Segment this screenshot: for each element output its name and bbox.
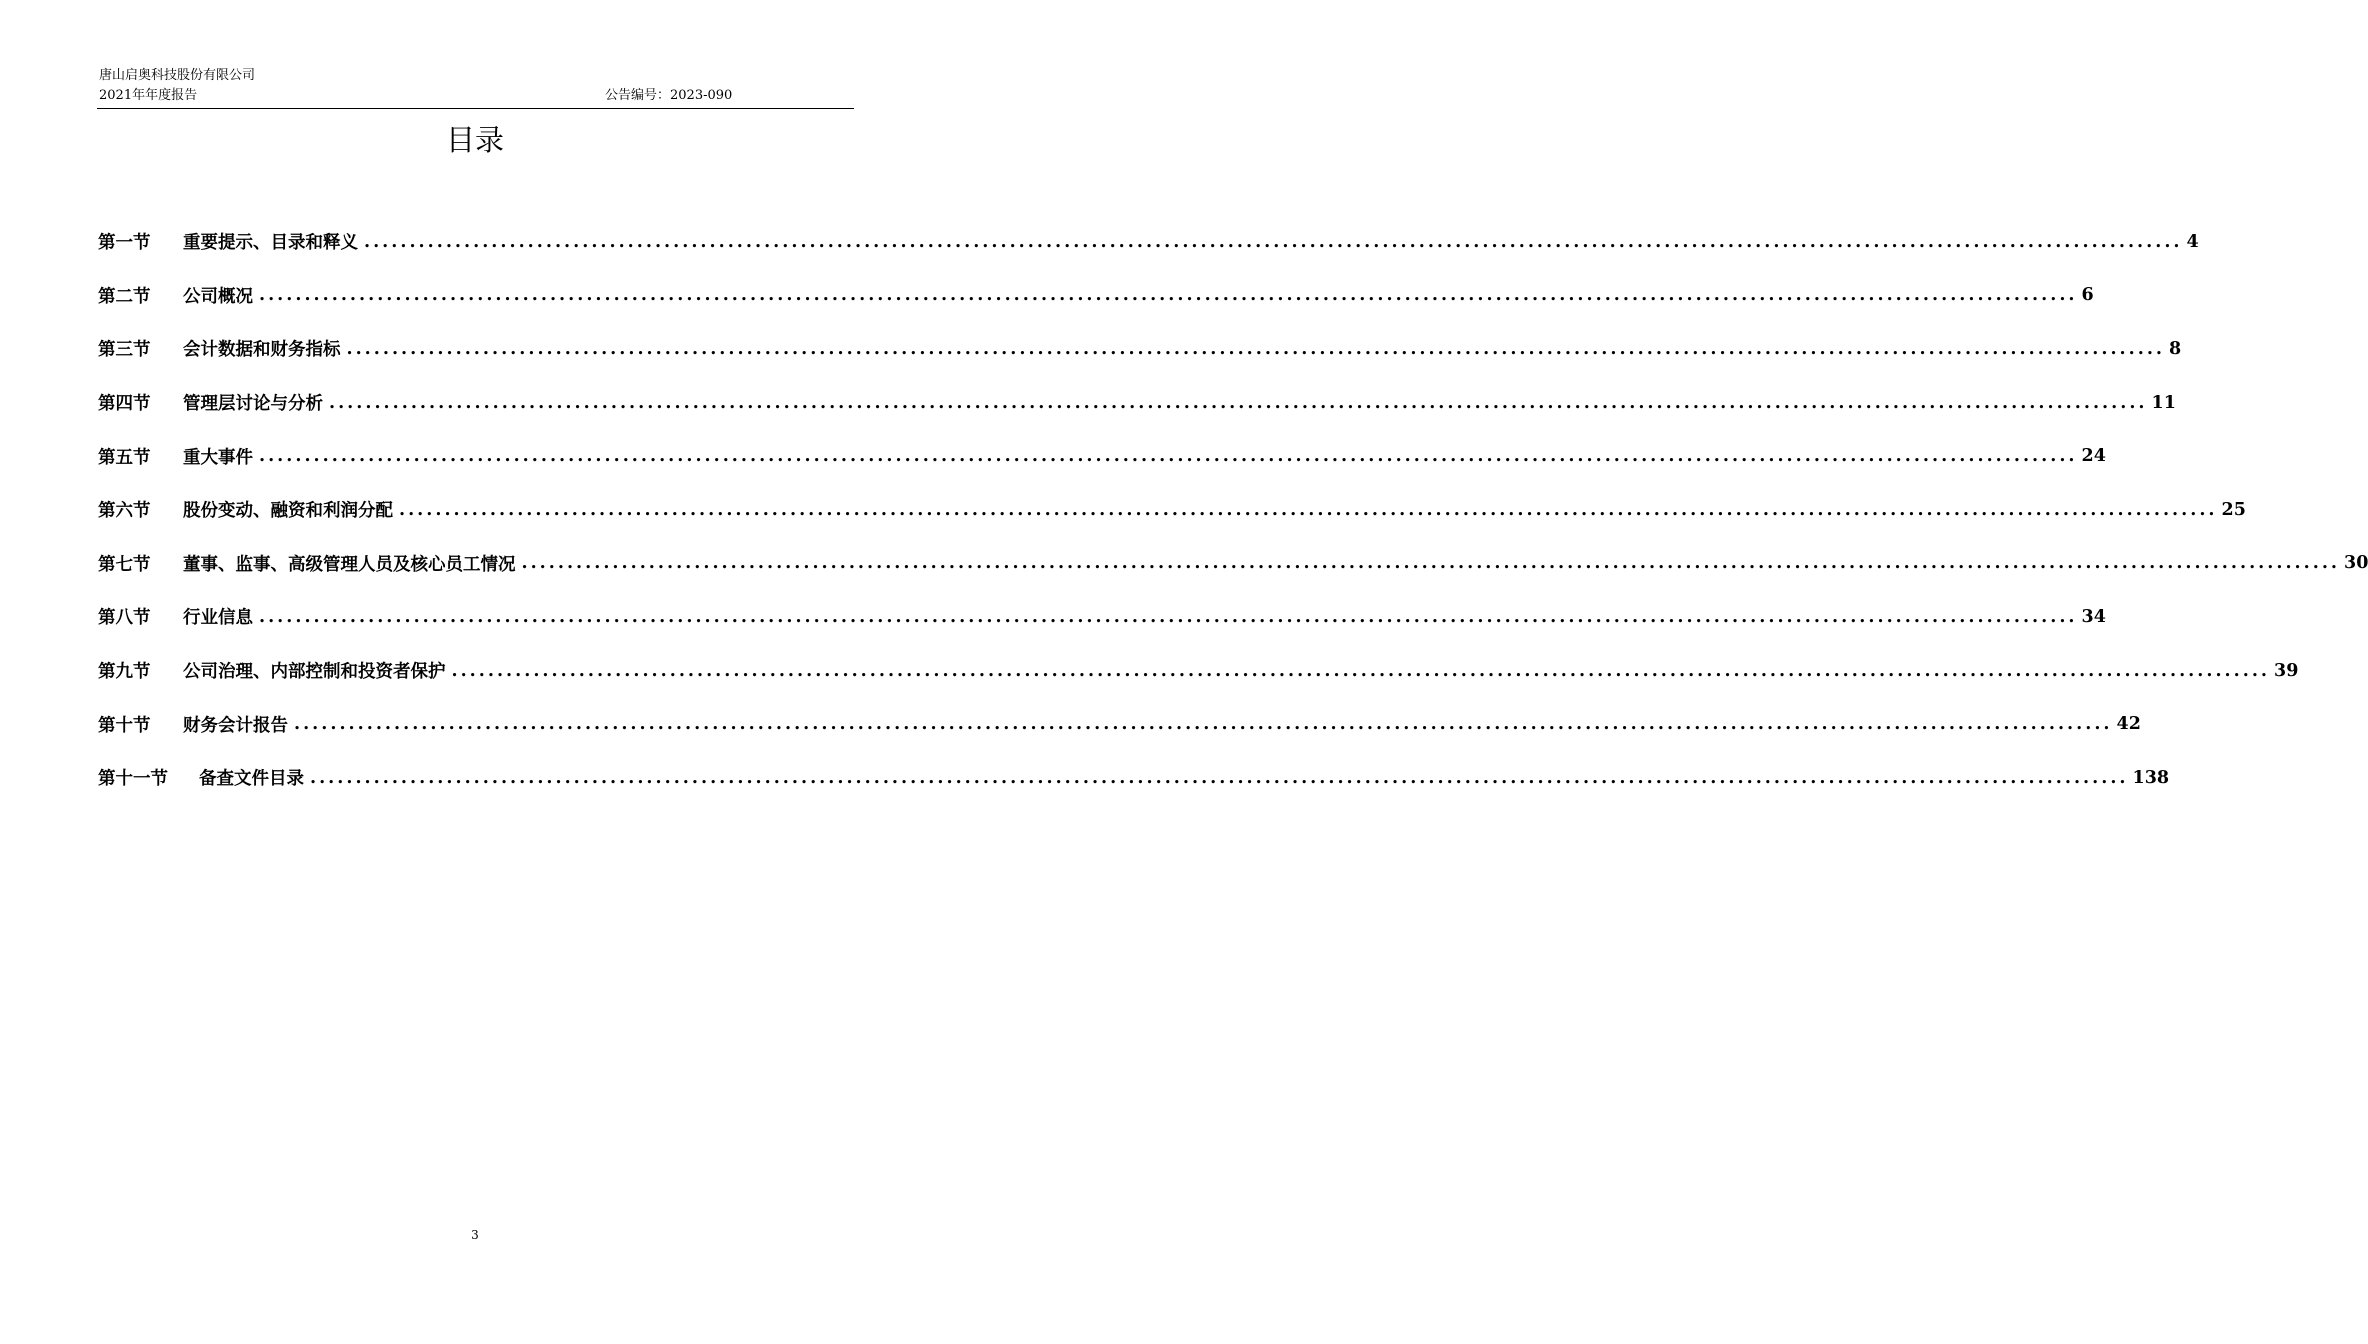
toc-leader: ........................................................................................................................................................................................................	[521, 553, 2341, 574]
toc-section: 第二节	[98, 286, 151, 307]
toc-entry[interactable]	[98, 644, 2299, 698]
notice-number: 公告编号：2023-090	[605, 88, 733, 103]
toc-title: 会计数据和财务指标	[183, 340, 341, 361]
toc-entry[interactable]	[98, 269, 2094, 323]
toc-title: 管理层讨论与分析	[183, 394, 323, 415]
toc-page: 6	[2081, 285, 2094, 306]
toc-section: 第九节	[98, 662, 151, 683]
page-number: 3	[471, 1228, 479, 1242]
toc-page: 24	[2081, 446, 2106, 467]
toc-page: 8	[2169, 338, 2182, 359]
toc-section: 第五节	[98, 447, 151, 468]
toc-section: 第三节	[98, 340, 151, 361]
toc-leader: ........................................................................................................................................................................................................	[451, 660, 2271, 681]
toc-section: 第十一节	[98, 769, 168, 790]
toc-page: 30	[2344, 553, 2368, 574]
toc-page: 4	[2186, 231, 2199, 252]
toc-section: 第六节	[98, 501, 151, 522]
toc-section: 第七节	[98, 554, 151, 575]
toc-leader: ........................................................................................................................................................................................................	[259, 285, 2078, 306]
toc-section: 第四节	[98, 394, 151, 415]
toc-title: 股份变动、融资和利润分配	[183, 501, 393, 522]
toc-entry[interactable]	[98, 590, 2106, 644]
toc-page: 11	[2151, 392, 2176, 413]
toc-leader: ........................................................................................................................................................................................................	[294, 714, 2113, 735]
toc-page: 138	[2132, 767, 2170, 788]
toc-entry[interactable]	[98, 376, 2176, 430]
toc-page: 25	[2221, 499, 2246, 520]
toc-section: 第八节	[98, 608, 151, 629]
toc-leader: ........................................................................................................................................................................................................	[259, 606, 2078, 627]
toc-entry[interactable]	[98, 697, 2141, 751]
toc-leader: ........................................................................................................................................................................................................	[329, 392, 2148, 413]
toc-title: 财务会计报告	[183, 715, 288, 736]
toc-entry[interactable]	[98, 215, 2199, 269]
toc-entry[interactable]	[98, 537, 2368, 591]
toc-leader: ........................................................................................................................................................................................................	[364, 231, 2183, 252]
toc-title: 公司治理、内部控制和投资者保护	[183, 662, 446, 683]
toc-entry[interactable]	[98, 483, 2246, 537]
toc-page: 34	[2081, 606, 2106, 627]
report-name: 2021年年度报告	[99, 88, 198, 103]
toc-title: 重大事件	[183, 447, 253, 468]
toc-leader: ........................................................................................................................................................................................................	[399, 499, 2218, 520]
toc-title: 董事、监事、高级管理人员及核心员工情况	[183, 554, 516, 575]
toc-section: 第十节	[98, 715, 151, 736]
toc-entry[interactable]	[98, 429, 2106, 483]
toc-title: 行业信息	[183, 608, 253, 629]
toc-entry[interactable]	[98, 322, 2182, 376]
toc-title: 备查文件目录	[199, 769, 304, 790]
toc-leader: ........................................................................................................................................................................................................	[346, 338, 2166, 359]
toc-page: 39	[2274, 660, 2299, 681]
toc-title: 重要提示、目录和释义	[183, 233, 358, 254]
page-title: 目录	[445, 123, 504, 157]
toc-title: 公司概况	[183, 286, 253, 307]
toc-leader: ........................................................................................................................................................................................................	[310, 767, 2129, 788]
toc-leader: ........................................................................................................................................................................................................	[259, 446, 2078, 467]
toc-page: 42	[2116, 714, 2141, 735]
company-name: 唐山启奥科技股份有限公司	[99, 68, 256, 83]
page-header	[97, 66, 854, 109]
table-of-contents	[98, 215, 2368, 805]
toc-entry[interactable]	[98, 751, 2170, 805]
toc-section: 第一节	[98, 233, 151, 254]
